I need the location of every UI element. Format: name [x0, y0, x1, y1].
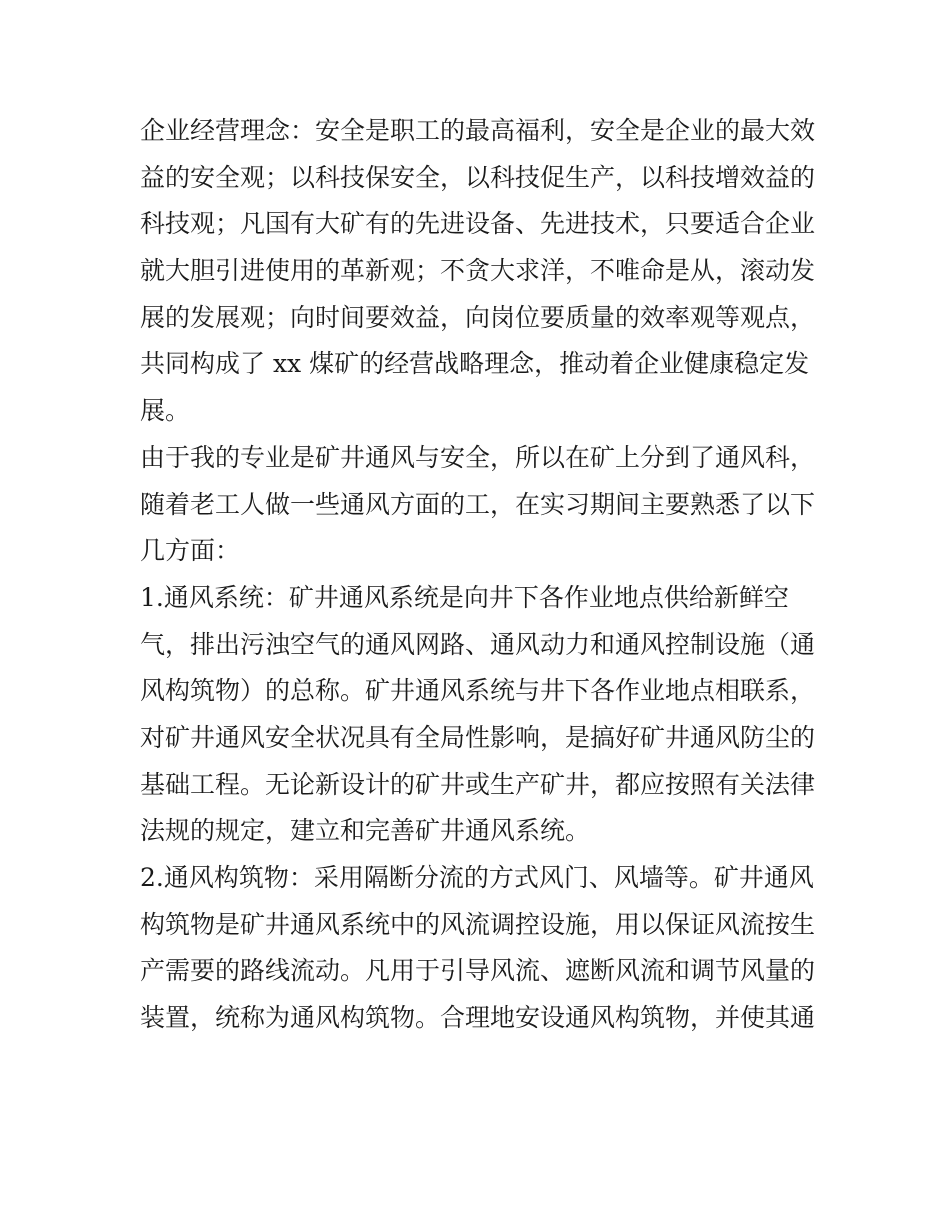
text-line: 气，排出污浊空气的通风网路、通风动力和通风控制设施（通	[140, 629, 816, 659]
text-line: 对矿井通风安全状况具有全局性影响，是搞好矿井通风防尘的	[140, 722, 816, 752]
text-line: 科技观；凡国有大矿有的先进设备、先进技术，只要适合企业	[140, 209, 816, 239]
paragraph-ventilation-structures	[140, 855, 820, 1042]
text-line: 企业经营理念：安全是职工的最高福利，安全是企业的最大效	[140, 116, 816, 145]
text-line: 基础工程。无论新设计的矿井或生产矿井，都应按照有关法律	[140, 769, 816, 799]
text-line: 益的安全观；以科技保安全，以科技促生产，以科技增效益的	[140, 162, 816, 192]
document-body	[140, 108, 820, 1042]
text-line: 2.通风构筑物：采用隔断分流的方式风门、风墙等。矿井通风	[140, 863, 814, 892]
text-line: 构筑物是矿井通风系统中的风流调控设施，用以保证风流按生	[140, 909, 816, 939]
text-line: 共同构成了 xx 煤矿的经营战略理念，推动着企业健康稳定发	[140, 349, 810, 379]
text-line: 就大胆引进使用的革新观；不贪大求洋，不唯命是从，滚动发	[140, 256, 816, 286]
text-line: 几方面：	[140, 536, 241, 566]
text-line: 由于我的专业是矿井通风与安全，所以在矿上分到了通风科，	[140, 442, 816, 472]
text-line: 1.通风系统：矿井通风系统是向井下各作业地点供给新鲜空	[140, 582, 789, 612]
text-line: 随着老工人做一些通风方面的工，在实习期间主要熟悉了以下	[140, 489, 816, 519]
paragraph-ventilation-system	[140, 575, 820, 855]
text-line: 法规的规定，建立和完善矿井通风系统。	[140, 816, 591, 846]
text-line: 展。	[140, 396, 191, 426]
text-line: 风构筑物）的总称。矿井通风系统与井下各作业地点相联系，	[140, 676, 816, 706]
paragraph-internship-intro	[140, 435, 820, 575]
paragraph-business-philosophy	[140, 108, 820, 435]
text-line: 产需要的路线流动。凡用于引导风流、遮断风流和调节风量的	[140, 956, 816, 986]
text-line: 展的发展观；向时间要效益，向岗位要质量的效率观等观点，	[140, 302, 816, 332]
text-line: 装置，统称为通风构筑物。合理地安设通风构筑物，并使其通	[140, 1003, 816, 1033]
